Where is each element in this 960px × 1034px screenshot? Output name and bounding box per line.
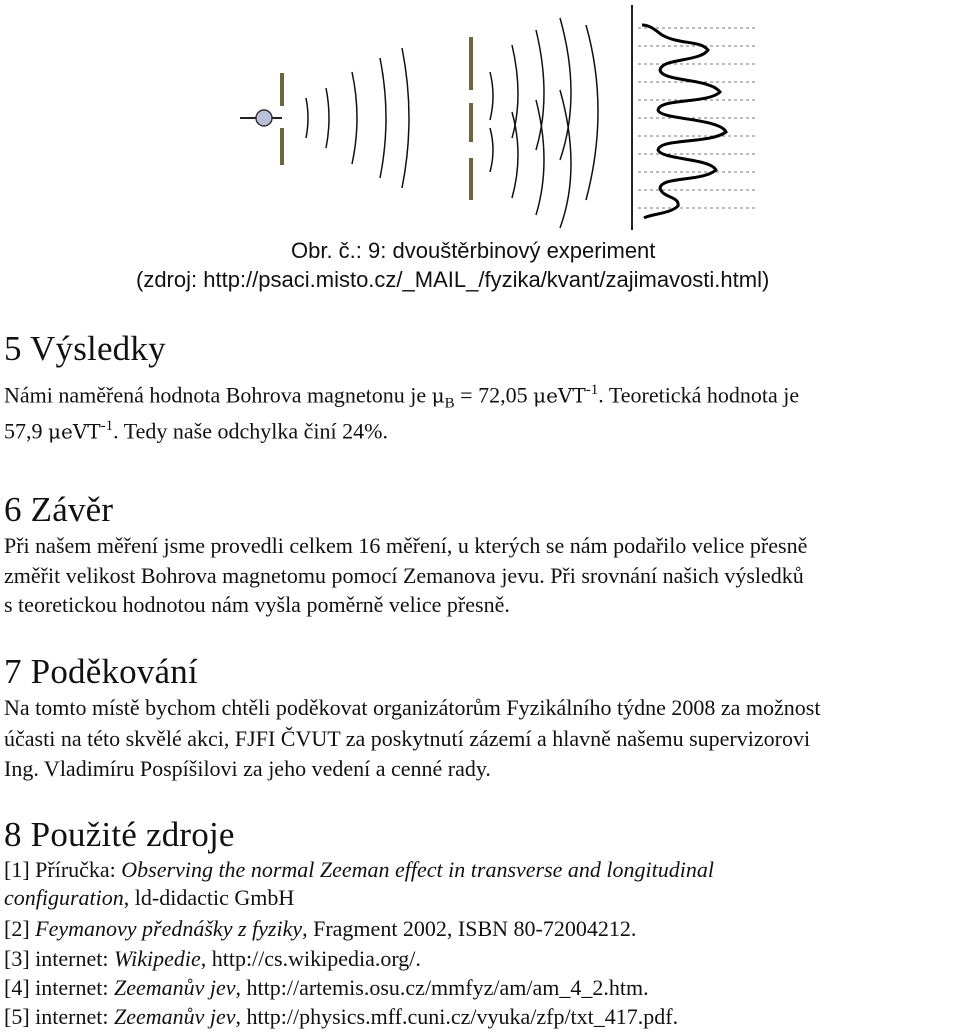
ack-line-3: Ing. Vladimíru Pospíšilovi za jeho vedení a cenné rady.: [4, 756, 491, 781]
results-line-1: Námi naměřená hodnota Bohrova magnetonu je $\mu_B = 72,05$ μeVT$^{-1}$. Teoretická hodnota je: [4, 382, 800, 412]
conclusion-line-1: Při našem měření jsme provedli celkem 16 měření, u kterých se nám podařilo velice přesně: [4, 533, 808, 558]
reference-3: [3] internet: Wikipedie, http://cs.wikipedia.org/.: [4, 946, 421, 971]
reference-1-line-1: [1] Příručka: Observing the normal Zeeman effect in transverse and longitudinal: [4, 857, 714, 882]
reference-5: [5] internet: Zeemanův jev, http://physics.mff.cuni.cz/vyuka/zfp/txt_417.pdf.: [4, 1004, 679, 1029]
ack-line-1: Na tomto místě bychom chtěli poděkovat organizátorům Fyzikálního týdne 2008 za možnost: [4, 695, 821, 720]
source-ball: [256, 110, 272, 126]
conclusion-line-2: změřit velikost Bohrova magnetomu pomocí Zemanova jevu. Při srovnání našich výsledků: [4, 563, 804, 588]
heading-acknowledgements: 7 Poděkování: [4, 652, 198, 691]
reference-2: [2] Feymanovy přednášky z fyziky, Fragment 2002, ISBN 80-72004212.: [4, 916, 637, 941]
figure-caption-2: (zdroj: http://psaci.misto.cz/_MAIL_/fyzika/kvant/zajimavosti.html): [136, 267, 770, 292]
results-line-2: 57,9 μeVT$^{-1}$. Tedy naše odchylka činí 24%.: [4, 418, 388, 444]
heading-conclusion: 6 Závěr: [4, 490, 114, 529]
figure-caption-1: Obr. č.: 9: dvouštěrbinový experiment: [291, 238, 656, 263]
interference-pattern: [642, 25, 726, 218]
heading-references: 8 Použité zdroje: [4, 815, 235, 854]
ack-line-2: účasti na této skvělé akci, FJFI ČVUT za poskytnutí zázemí a hlavně našemu supervizorovi: [4, 726, 811, 751]
reference-4: [4] internet: Zeemanův jev, http://artemis.osu.cz/mmfyz/am/am_4_2.htm.: [4, 975, 649, 1000]
double-slit-figure: [230, 0, 770, 235]
reference-1-line-2: configuration, ld-didactic GmbH: [4, 885, 295, 910]
conclusion-line-3: s teoretickou hodnotou nám vyšla poměrně velice přesně.: [4, 592, 510, 617]
heading-results: 5 Výsledky: [4, 329, 166, 368]
